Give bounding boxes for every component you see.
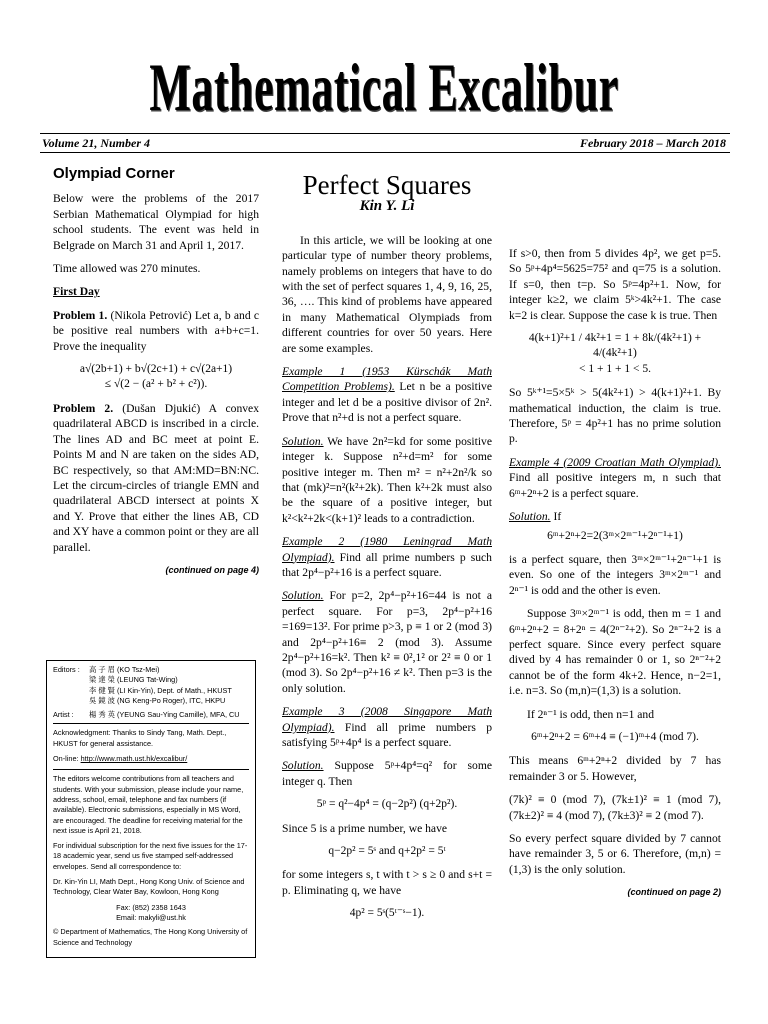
masthead (0, 48, 768, 126)
corner-intro: Below were the problems of the 2017 Serbian Mathematical Olympiad for high school students. The event was held in Belgrade on March 31 and April 1, 2017. (53, 192, 259, 252)
problem-2 (53, 401, 259, 555)
example-3-continuation: If s>0, then from 5 divides 4p², we get p=5. So 5ᵖ+4p⁴=5625=75² and q=75 is a solution. If s=0, then t=p. So 5ᵖ=4p²+1. Now, for integer k≥2, we claim 5ᵏ>4k²+1. The case k=2 is clear. Suppose the case k is true. Then (509, 247, 721, 322)
example-3-tail: for some integers s, t with t > s ≥ 0 and s+t = p. Eliminating q, we have (282, 868, 492, 897)
online-line (53, 754, 249, 764)
contribution-note: The editors welcome contributions from all teachers and students. With your submission, please include your name, address, school, email, telephone and fax numbers (if available). Electronic submissions, especially in MS Word, are encouraged. The deadline for receiving material for the next issue is April 21, 2018. (53, 774, 244, 835)
problem-1-equation-line2: ≤ √(2 − (a² + b² + c²)). (104, 378, 208, 391)
solution-label: Solution. (282, 434, 324, 448)
problem-1 (53, 308, 259, 354)
problem-1-label: Problem 1. (53, 308, 108, 322)
example-4-paragraph-5: (7k)² ≡ 0 (mod 7), (7k±1)² ≡ 1 (mod 7), (7k±2)² ≡ 4 (mod 7), (7k±3)² ≡ 2 (mod 7). (509, 793, 721, 822)
continued-page-4: (continued on page 4) (165, 564, 259, 575)
subscription-note: For individual subscription for the next five issues for the 17-18 academic year, send us five stamped self-addressed envelopes. Send all correspondence to: (53, 841, 248, 871)
example-4-equation-2: 6ᵐ+2ⁿ+2 = 6ᵐ+4 ≡ (−1)ᵐ+4 (mod 7). (531, 730, 699, 743)
fax-number: Fax: (852) 2358 1643 (116, 902, 186, 912)
email-address[interactable]: Email: makyli@ust.hk (116, 912, 186, 922)
example-3-middle: Since 5 is a prime number, we have (282, 821, 448, 835)
corner-time: Time allowed was 270 minutes. (53, 262, 201, 276)
article-author: Kin Y. Li (359, 198, 415, 215)
example-3-solution-text: Suppose 5ᵖ+4p⁴=q² for some integer q. Then (282, 759, 492, 788)
article-title: Perfect Squares (302, 170, 472, 200)
acknowledgment: Acknowledgment: Thanks to Sindy Tang, Math. Dept., HKUST for general assistance. (53, 728, 227, 748)
problem-1-text: (Nikola Petrović) Let a, b and c be positive real numbers with a+b+c=1. Prove the inequality (53, 308, 260, 353)
induction-equation-1: 4(k+1)²+1 / 4k²+1 = 1 + 8k/(4k²+1) + 4/(4k²+1) (528, 332, 702, 360)
example-4-solution (509, 509, 721, 524)
issue-date: February 2018 – March 2018 (579, 136, 726, 150)
example-1-solution (282, 434, 492, 526)
artist-name: 楊 秀 英 (YEUNG Sau-Ying Camille), MFA, CU (89, 710, 240, 720)
solution-label: Solution. (509, 510, 551, 524)
problem-2-text: (Dušan Djukić) A convex quadrilateral ABCD is inscribed in a circle. The lines AD and BC meet at point E. Points M and N are taken on the sides AD, BC respectively, so that AM:MD=BN:NC. Let the circum-circles of triangle EMN and quadrilateral ABCD intersect at points X and Y. Prove that either the lines AB, CD and XY have a common point or they are all parallel. (53, 401, 259, 554)
article-column-1 (282, 170, 492, 930)
article-column-2 (509, 246, 721, 909)
example-3-text: Find all prime numbers p satisfying 5ᵖ+4p⁴ is a perfect square. (282, 720, 492, 749)
olympiad-corner (53, 166, 259, 586)
example-2-solution (282, 588, 492, 696)
artist-label: Artist : (53, 710, 74, 720)
solution-label: Solution. (282, 589, 324, 603)
solution-label: Solution. (282, 759, 324, 773)
example-4 (509, 455, 721, 501)
example-2 (282, 534, 492, 580)
online-link[interactable]: http://www.math.ust.hk/excalibur/ (80, 754, 188, 764)
article-intro: In this article, we will be looking at one particular type of number theory problems, namely problems on integers that have to do with the set of perfect squares 1, 4, 9, 16, 25, 36, …. This kind of problems have appeared in many Mathematical Olympiads from different countries for over 50 years. Here are some examples. (282, 233, 492, 355)
example-4-paragraph-2: Suppose 3ᵐ×2ᵐ⁻¹ is odd, then m = 1 and 6ᵐ+2ⁿ+2 = 8+2ⁿ = 4(2ⁿ⁻²+2). So 2ⁿ⁻²+2 is a perfect square. Since every perfect square dived by 4 has remainder 0 or 1, so 2ⁿ⁻²+2 cannot be of the form 4k+2. Hence, n−2=1, i.e. n=3. So (m,n)=(1,3) is a solution. (509, 607, 721, 698)
mailing-address: Dr. Kin-Yin LI, Math Dept., Hong Kong Univ. of Science and Technology, Clear Water Bay, Kowloon, Hong Kong (53, 877, 245, 897)
top-rule (40, 133, 730, 134)
continued-page-2: (continued on page 2) (627, 887, 721, 898)
editor-2: 梁 達 榮 (LEUNG Tat-Wing) (89, 675, 178, 685)
divider (53, 769, 249, 770)
example-1-text: Let n be a positive integer and let d be a positive divisor of 2n². Prove that n²+d is not a perfect square. (282, 380, 492, 425)
example-3-equation-3: 4p² = 5ˢ(5ᵗ⁻ˢ−1). (349, 907, 425, 920)
editor-3: 李 健 賢 (LI Kin-Yin), Dept. of Math., HKUST (89, 685, 232, 695)
example-4-paragraph-6: So every perfect square divided by 7 cannot have remainder 3, 5 or 6. Therefore, (m,n) = (1,3) is the only solution. (509, 832, 721, 876)
example-4-heading: Example 4 (2009 Croatian Math Olympiad). (509, 455, 721, 469)
divider (53, 723, 249, 724)
example-3-equation-1: 5ᵖ = q²−4p⁴ = (q−2p²) (q+2p²). (316, 798, 458, 811)
editors-row (53, 665, 249, 706)
example-4-paragraph-4: This means 6ᵐ+2ⁿ+2 divided by 7 has remainder 3 or 5. However, (509, 754, 721, 783)
example-2-text: Find all prime numbers p such that 2p⁴−p²+16 is a perfect square. (282, 550, 492, 579)
induction-conclusion: So 5ᵏ⁺¹=5×5ᵏ > 5(4k²+1) > 4(k+1)²+1. By mathematical induction, the claim is true. Therefore, 5ᵖ = 4p²+1 has no prime solution p. (509, 386, 721, 446)
online-label: On-line: (53, 754, 79, 764)
copyright: © Department of Mathematics, The Hong Kong University of Science and Technology (53, 927, 248, 947)
first-day-heading: First Day (53, 285, 100, 299)
editor-4: 吳 鏡 波 (NG Keng-Po Roger), ITC, HKPU (89, 695, 226, 705)
volume-number: Volume 21, Number 4 (42, 136, 151, 150)
artist-row (53, 710, 249, 720)
example-2-heading: Example 2 (1980 Leningrad Math Olympiad). (282, 535, 492, 564)
induction-equation-2: < 1 + 1 + 1 < 5. (579, 362, 651, 375)
bottom-rule (40, 152, 730, 153)
editor-1: 高 子 眉 (KO Tsz-Mei) (89, 665, 160, 674)
example-1 (282, 364, 492, 426)
example-3-solution (282, 758, 492, 789)
example-4-text: Find all positive integers m, n such that 6ᵐ+2ⁿ+2 is a perfect square. (509, 471, 721, 500)
example-4-paragraph-3: If 2ⁿ⁻¹ is odd, then n=1 and (527, 707, 655, 721)
corner-title: Olympiad Corner (53, 165, 175, 182)
newsletter-title: Mathematical Excalibur (149, 49, 619, 126)
problem-1-equation-line1: a√(2b+1) + b√(2c+1) + c√(2a+1) (79, 363, 233, 376)
example-1-solution-text: We have 2n²=kd for some positive integer k. Suppose n²+d=m² for some positive integer m. Then m² = n²+2n²/k so that (mk)²=n²(k²+2k). Then k²+2k must also be the square of a positive integer, but k²<k²+2k<(k+1)² leads to a contradiction. (282, 434, 492, 525)
example-4-solution-text: If (553, 510, 562, 524)
editors-label: Editors : (53, 665, 80, 674)
example-2-solution-text: For p=2, 2p⁴−p²+16=44 is not a perfect square. For p=3, 2p⁴−p²+16 =169=13². For prime p>3, p ≡ 1 or 2 (mod 3) and 2p⁴−p²+16≡ 2 (mod 3). Assume 2p⁴−p²+16=k². Then k² ≡ 0²,1² or 2² ≡ 0 or 1 (mod 3). So 2p⁴−p²+16 ≠ k². Then p=3 is the only solution. (282, 589, 492, 695)
example-3 (282, 704, 492, 750)
problem-2-label: Problem 2. (53, 401, 114, 415)
example-1-heading: Example 1 (1953 Kürschák Math Competition Problems). (282, 365, 492, 394)
example-4-paragraph-1: is a perfect square, then 3ᵐ×2ᵐ⁻¹+2ⁿ⁻¹+1 is even. So one of the integers 3ᵐ×2ᵐ⁻¹ and 2ⁿ⁻¹ is odd and the other is even. (509, 552, 721, 597)
example-4-equation-1: 6ᵐ+2ⁿ+2=2(3ᵐ×2ᵐ⁻¹+2ⁿ⁻¹+1) (547, 529, 683, 542)
editorial-box (46, 660, 256, 958)
example-3-equation-2: q−2p² = 5ˢ and q+2p² = 5ᵗ (328, 845, 446, 858)
example-3-heading: Example 3 (2008 Singapore Math Olympiad). (282, 705, 492, 734)
